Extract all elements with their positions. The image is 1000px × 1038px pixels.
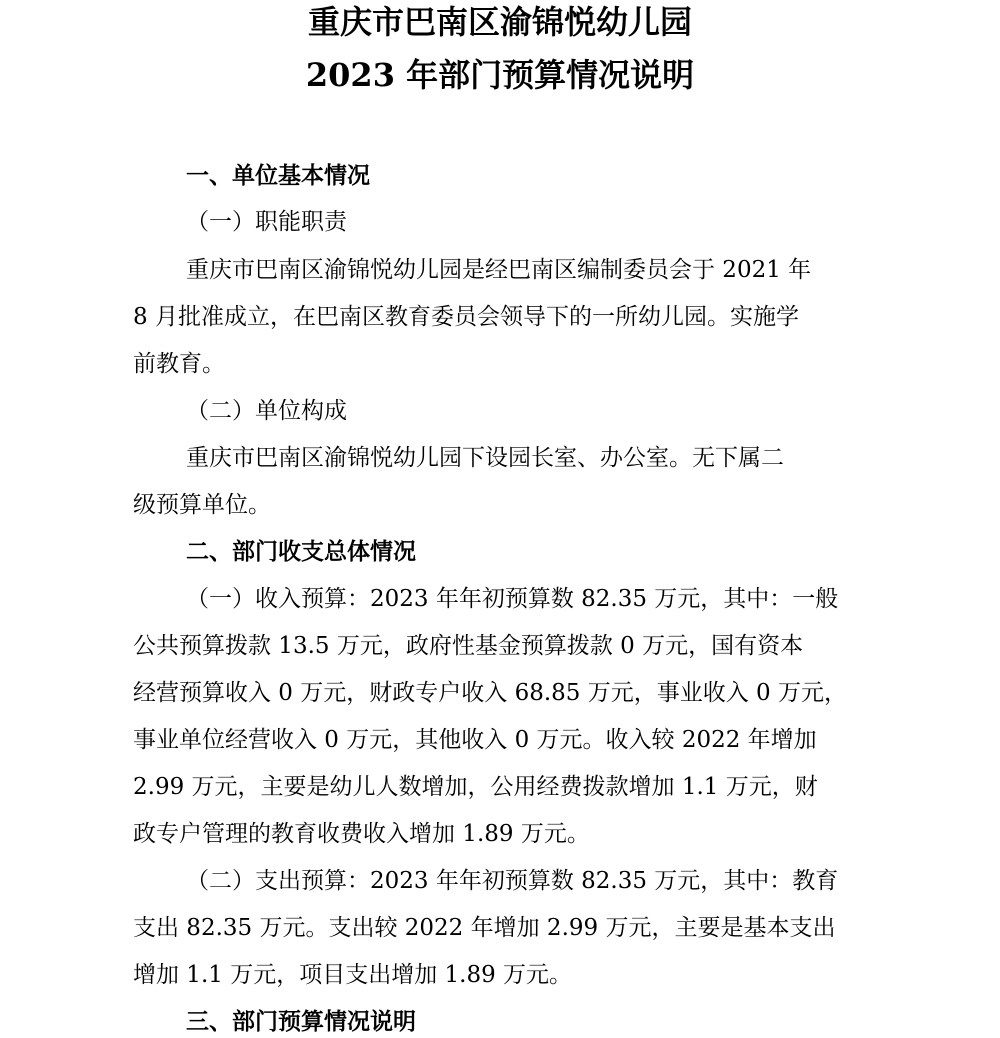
paragraph-line: 重庆市巴南区渝锦悦幼儿园下设园长室、办公室。无下属二 [186, 445, 784, 471]
paragraph-line: 级预算单位。 [133, 492, 271, 518]
document-title-line1: 重庆市巴南区渝锦悦幼儿园 [307, 3, 692, 41]
paragraph-line: 前教育。 [133, 351, 225, 377]
paragraph-line: 增加 1.1 万元，项目支出增加 1.89 万元。 [133, 962, 573, 988]
subsection-heading-duties: （一）职能职责 [186, 209, 347, 235]
subsection-heading-structure: （二）单位构成 [186, 398, 347, 424]
paragraph-line: 重庆市巴南区渝锦悦幼儿园是经巴南区编制委员会于 2021 年 [186, 257, 812, 283]
paragraph-line: 2.99 万元，主要是幼儿人数增加，公用经费拨款增加 1.1 万元，财 [133, 774, 818, 800]
document-title-line2: 2023 年部门预算情况说明 [305, 56, 695, 94]
paragraph-line: （一）收入预算：2023 年年初预算数 82.35 万元，其中：一般 [186, 586, 839, 612]
paragraph-line: 支出 82.35 万元。支出较 2022 年增加 2.99 万元，主要是基本支出 [133, 915, 836, 941]
section-heading-1: 一、单位基本情况 [186, 163, 370, 189]
paragraph-line: 公共预算拨款 13.5 万元，政府性基金预算拨款 0 万元，国有资本 [133, 633, 804, 659]
paragraph-line: 事业单位经营收入 0 万元，其他收入 0 万元。收入较 2022 年增加 [133, 727, 817, 753]
section-heading-3: 三、部门预算情况说明 [186, 1009, 416, 1035]
section-heading-2: 二、部门收支总体情况 [186, 539, 416, 565]
paragraph-line: 8 月批准成立，在巴南区教育委员会领导下的一所幼儿园。实施学 [133, 304, 799, 330]
paragraph-line: （二）支出预算：2023 年年初预算数 82.35 万元，其中：教育 [186, 868, 839, 894]
paragraph-line: 政专户管理的教育收费收入增加 1.89 万元。 [133, 821, 590, 847]
paragraph-line: 经营预算收入 0 万元，财政专户收入 68.85 万元，事业收入 0 万元， [133, 680, 847, 706]
